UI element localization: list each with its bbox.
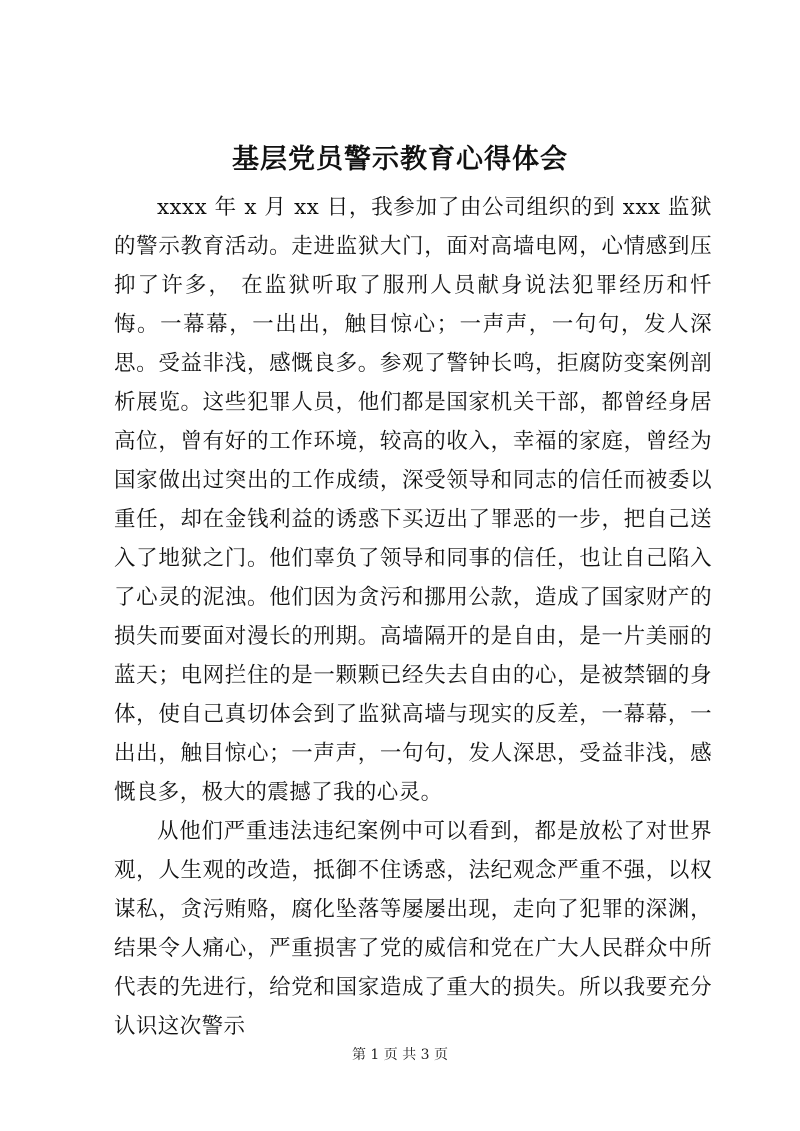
document-body <box>114 188 712 1046</box>
body-paragraph-2: 从他们严重违法违纪案例中可以看到，都是放松了对世界观，人生观的改造，抵御不住诱惑，法纪观念严重不强，以权谋私，贪污贿赂，腐化坠落等屡屡出现，走向了犯罪的深渊，结果令人痛心，严重损害了党的威信和党在广大人民群众中所代表的先进行，给党和国家造成了重大的损失。所以我要充分认识这次警示 <box>114 819 712 1039</box>
body-paragraph-1: xxxx 年 x 月 xx 日，我参加了由公司组织的到 xxx 监狱的警示教育活动。走进监狱大门，面对高墙电网，心情感到压抑了许多， 在监狱听取了服刑人员献身说法犯罪经历和忏悔。一幕幕，一出出，触目惊心；一声声，一句句，发人深思。受益非浅，感慨良多。参观了警钟长鸣，拒腐防变案例剖析展览。这些犯罪人员，他们都是国家机关干部，都曾经身居高位，曾有好的工作环境，较高的收入，幸福的家庭，曾经为国家做出过突出的工作成绩，深受领导和同志的信任而被委以重任，却在金钱利益的诱惑下买迈出了罪恶的一步，把自己送入了地狱之门。他们辜负了领导和同事的信任，也让自己陷入了心灵的泥浊。他们因为贪污和挪用公款，造成了国家财产的损失而要面对漫长的刑期。高墙隔开的是自由，是一片美丽的蓝天；电网拦住的是一颗颗已经失去自由的心，是被禁锢的身体，使自己真切体会到了监狱高墙与现实的反差，一幕幕，一出出，触目惊心；一声声，一句句，发人深思，受益非浅，感慨良多，极大的震撼了我的心灵。 <box>114 195 712 805</box>
page-number-footer: 第 1 页 共 3 页 <box>351 1047 449 1063</box>
document-title: 基层党员警示教育心得体会 <box>232 144 568 175</box>
